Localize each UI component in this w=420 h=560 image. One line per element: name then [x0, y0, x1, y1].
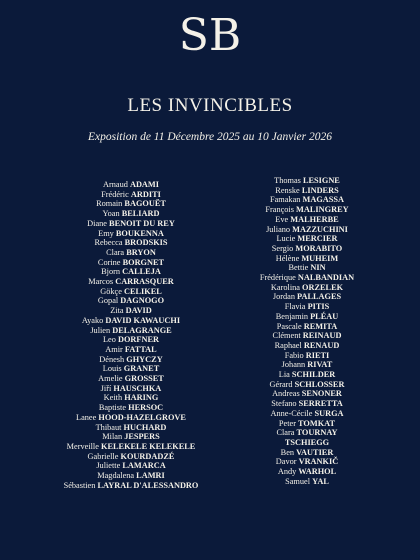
artist-last-name: HOOD-HAZELGROVE — [98, 412, 186, 422]
artist-first-name: Amelie — [98, 374, 123, 384]
artist-first-name: Gérard — [269, 379, 293, 389]
artist-last-name: NIN — [310, 263, 326, 273]
artist-last-name: RENAUD — [303, 340, 340, 350]
artist-name — [212, 351, 402, 361]
artist-name — [36, 287, 226, 297]
artist-last-name: MALHERBE — [290, 214, 339, 224]
artist-first-name: Yoan — [102, 209, 120, 219]
artist-name — [212, 448, 402, 458]
artist-last-name: LINDERS — [301, 185, 339, 195]
artist-name — [36, 393, 226, 403]
artist-first-name: Bettie — [288, 263, 309, 273]
artist-name — [36, 258, 226, 268]
artist-name — [212, 457, 402, 467]
artist-last-name: FATTAL — [124, 344, 157, 354]
artist-first-name: Clara — [276, 428, 295, 438]
artist-last-name: PLÉAU — [310, 311, 339, 321]
artist-name — [212, 380, 402, 390]
artist-first-name: Fabio — [284, 350, 304, 360]
artist-first-name: Dénesh — [99, 354, 125, 364]
artist-first-name: Clara — [106, 247, 125, 257]
artist-last-name: LESIGNE — [302, 176, 340, 185]
artist-first-name: Benjamin — [275, 311, 309, 321]
artist-name — [36, 461, 226, 471]
artist-first-name: Louis — [102, 364, 122, 374]
artist-name — [212, 409, 402, 419]
artist-name — [212, 263, 402, 273]
artist-first-name: Corine — [97, 257, 121, 267]
artist-name — [212, 205, 402, 215]
artist-first-name: Sergio — [271, 243, 294, 253]
artist-last-name: LAMRI — [136, 471, 165, 481]
artist-last-name: JESPERS — [124, 432, 160, 442]
artist-last-name: PALLAGES — [297, 292, 342, 302]
artist-name — [212, 341, 402, 351]
artist-name — [36, 345, 226, 355]
artist-last-name: LAMARCA — [122, 461, 166, 471]
artist-first-name: Lucie — [276, 234, 296, 244]
artist-name — [36, 267, 226, 277]
artist-name — [212, 428, 402, 438]
artist-first-name: Keith — [103, 393, 123, 403]
artist-name — [36, 403, 226, 413]
artist-first-name: Marcos — [88, 277, 114, 287]
artist-first-name: Andy — [277, 467, 297, 477]
artist-name — [212, 225, 402, 235]
artist-name — [36, 481, 226, 491]
artist-name — [212, 195, 402, 205]
artist-last-name: NALBANDIAN — [297, 273, 355, 283]
artist-last-name: MALINGREY — [296, 205, 349, 215]
artist-last-name: CALLEJA — [122, 267, 161, 277]
artist-name — [36, 413, 226, 423]
exhibition-dates: Exposition de 11 Décembre 2025 au 10 Janvier 2026 — [88, 131, 332, 143]
artist-last-name: CARRASQUER — [115, 277, 174, 287]
artist-first-name: Jiří — [100, 383, 112, 393]
artist-first-name: Frédérique — [259, 273, 296, 283]
artist-name — [212, 331, 402, 341]
artist-name — [212, 419, 402, 429]
artist-first-name: Magdalena — [97, 471, 135, 481]
artist-name — [36, 442, 226, 452]
artist-last-name: MORABITO — [295, 243, 343, 253]
artist-last-name: LAYRAL D'ALESSANDRO — [97, 480, 199, 490]
artist-last-name: SENONER — [301, 389, 342, 399]
artist-name — [212, 302, 402, 312]
artist-name — [36, 219, 226, 229]
artist-last-name: BORGNET — [122, 257, 165, 267]
artist-name — [36, 423, 226, 433]
artist-first-name: Hélène — [275, 253, 300, 263]
artist-name — [212, 477, 402, 487]
artist-name — [212, 322, 402, 332]
artist-last-name: DAVID KAWAUCHI — [105, 315, 181, 325]
artist-last-name: VAUTIER — [296, 447, 334, 457]
artist-first-name: Rebecca — [94, 238, 123, 248]
artist-first-name: François — [265, 205, 294, 215]
artist-last-name: BELIARD — [121, 209, 160, 219]
artist-last-name: PITIS — [307, 302, 330, 312]
artist-first-name: Bjorn — [101, 267, 121, 277]
artist-first-name: Merveille — [66, 441, 99, 451]
artist-name — [36, 355, 226, 365]
artist-first-name: Karolina — [270, 282, 300, 292]
artist-last-name: CELIKEL — [123, 286, 162, 296]
artist-name — [36, 209, 226, 219]
artist-name — [212, 273, 402, 283]
artist-last-name: BOUKENNA — [115, 228, 164, 238]
artist-name — [36, 335, 226, 345]
artist-last-name: TOMKAT — [298, 418, 336, 428]
artist-first-name: Flavia — [284, 302, 306, 312]
artist-name — [36, 326, 226, 336]
artist-name — [212, 389, 402, 399]
artist-last-name: REMITA — [303, 321, 338, 331]
artist-name — [36, 432, 226, 442]
artist-name — [212, 186, 402, 196]
artist-last-name: GRANET — [123, 364, 160, 374]
artist-last-name: RIETI — [305, 350, 330, 360]
artist-first-name: Leo — [102, 335, 116, 345]
artist-last-name: SERRETTA — [298, 399, 343, 409]
artist-first-name: Juliette — [96, 461, 121, 471]
artist-name — [212, 254, 402, 264]
artist-first-name: Raphael — [274, 340, 302, 350]
artist-name — [36, 384, 226, 394]
artist-name — [36, 190, 226, 200]
artist-first-name: Anne-Cécile — [270, 408, 313, 418]
artist-name — [36, 316, 226, 326]
artist-last-name: DORFNER — [117, 335, 159, 345]
artist-first-name: Julien — [90, 325, 111, 335]
artist-first-name: Sébastien — [63, 480, 96, 490]
artist-name — [212, 176, 402, 186]
artist-first-name: Stefano — [271, 399, 297, 409]
artist-first-name: Ayako — [81, 315, 104, 325]
artist-first-name: Samuel — [285, 476, 311, 486]
artist-name — [36, 296, 226, 306]
artist-name — [36, 248, 226, 258]
artist-name — [36, 238, 226, 248]
artist-last-name: ARDITI — [130, 189, 161, 199]
artist-last-name: RIVAT — [307, 360, 333, 370]
artist-list-left — [36, 180, 226, 491]
exhibition-title: LES INVINCIBLES — [127, 95, 293, 116]
artist-first-name: Frédéric — [101, 189, 129, 199]
artist-first-name: Lanee — [76, 412, 97, 422]
artist-name — [36, 306, 226, 316]
artist-last-name: BAGOUËT — [124, 199, 166, 209]
artist-first-name: Diane — [87, 218, 107, 228]
artist-last-name: WARHOL — [298, 467, 337, 477]
artist-name — [212, 438, 402, 448]
artist-first-name: Gökçe — [100, 286, 122, 296]
artist-name — [36, 374, 226, 384]
artist-last-name: HUCHARD — [123, 422, 167, 432]
artist-name — [36, 229, 226, 239]
gallery-logo: SB — [178, 10, 242, 61]
artist-first-name: Peter — [278, 418, 296, 428]
artist-last-name: MAZZUCHINI — [292, 224, 348, 234]
artist-name — [212, 467, 402, 477]
artist-first-name: Gabrielle — [87, 451, 119, 461]
artist-last-name: MUHEIM — [301, 253, 339, 263]
artist-last-name: MERCIER — [297, 234, 338, 244]
artist-last-name: SCHILDER — [291, 370, 336, 380]
artist-last-name: SURGA — [314, 408, 344, 418]
artist-last-name: GHYCZY — [126, 354, 163, 364]
artist-first-name: Juliano — [266, 224, 291, 234]
artist-first-name: Eve — [275, 214, 289, 224]
artist-last-name: KOURDADZÉ — [120, 451, 175, 461]
artist-name — [36, 452, 226, 462]
artist-first-name: Johann — [281, 360, 306, 370]
artist-name — [212, 312, 402, 322]
artist-last-name: HAUSCHKA — [113, 383, 162, 393]
artist-last-name: DAVID — [125, 306, 152, 316]
artist-first-name: Gopal — [97, 296, 119, 306]
artist-first-name: Emy — [98, 228, 114, 238]
artist-name — [36, 199, 226, 209]
artist-last-name: DAGNOGO — [120, 296, 165, 306]
artist-last-name: KELEKELE KELEKELE — [101, 441, 196, 451]
artist-first-name: Clément — [272, 331, 301, 341]
artist-last-name: MAGASSA — [302, 195, 344, 205]
artist-first-name: Zita — [110, 306, 124, 316]
artist-list-right — [212, 176, 402, 487]
artist-last-name: YAL — [312, 476, 329, 486]
artist-last-name: HARING — [124, 393, 159, 403]
artist-first-name: Baptiste — [98, 403, 127, 413]
artist-last-name: TSCHIEGG — [284, 437, 330, 447]
artist-last-name: ADAMI — [129, 180, 159, 189]
artist-first-name: Famakan — [270, 195, 301, 205]
artist-first-name: Romain — [96, 199, 123, 209]
artist-name — [212, 360, 402, 370]
artist-last-name: REINAUD — [302, 331, 342, 341]
artist-last-name: BRODSKIS — [124, 238, 168, 248]
artist-last-name: TOURNAY — [296, 428, 338, 438]
artist-first-name: Ben — [280, 447, 295, 457]
artist-last-name: VRANKIČ — [298, 457, 339, 467]
artist-last-name: ORZELEK — [302, 282, 344, 292]
artist-first-name: Jordan — [272, 292, 295, 302]
artist-last-name: DELAGRANGE — [112, 325, 172, 335]
artist-first-name: Milan — [102, 432, 123, 442]
artist-first-name: Pascale — [276, 321, 302, 331]
artist-name — [36, 471, 226, 481]
artist-name — [212, 283, 402, 293]
artist-name — [36, 180, 226, 190]
artist-first-name: Andreas — [272, 389, 300, 399]
artist-first-name: Thomas — [274, 176, 301, 185]
artist-name — [36, 364, 226, 374]
artist-first-name: Amir — [105, 344, 123, 354]
artist-name — [212, 244, 402, 254]
artist-first-name: Thibaut — [95, 422, 122, 432]
artist-name — [36, 277, 226, 287]
artist-last-name: BRYON — [126, 247, 156, 257]
artist-name — [212, 370, 402, 380]
artist-last-name: BENOIT DU REY — [109, 218, 175, 228]
artist-name — [212, 215, 402, 225]
artist-first-name: Renske — [275, 185, 300, 195]
artist-first-name: Davor — [275, 457, 297, 467]
artist-first-name: Arnaud — [102, 180, 128, 189]
artist-name — [212, 234, 402, 244]
artist-last-name: GROSSET — [124, 374, 164, 384]
artist-last-name: SCHLOSSER — [294, 379, 345, 389]
artist-name — [212, 292, 402, 302]
artist-first-name: Lia — [278, 370, 290, 380]
artist-last-name: HERSOC — [128, 403, 164, 413]
artist-name — [212, 399, 402, 409]
